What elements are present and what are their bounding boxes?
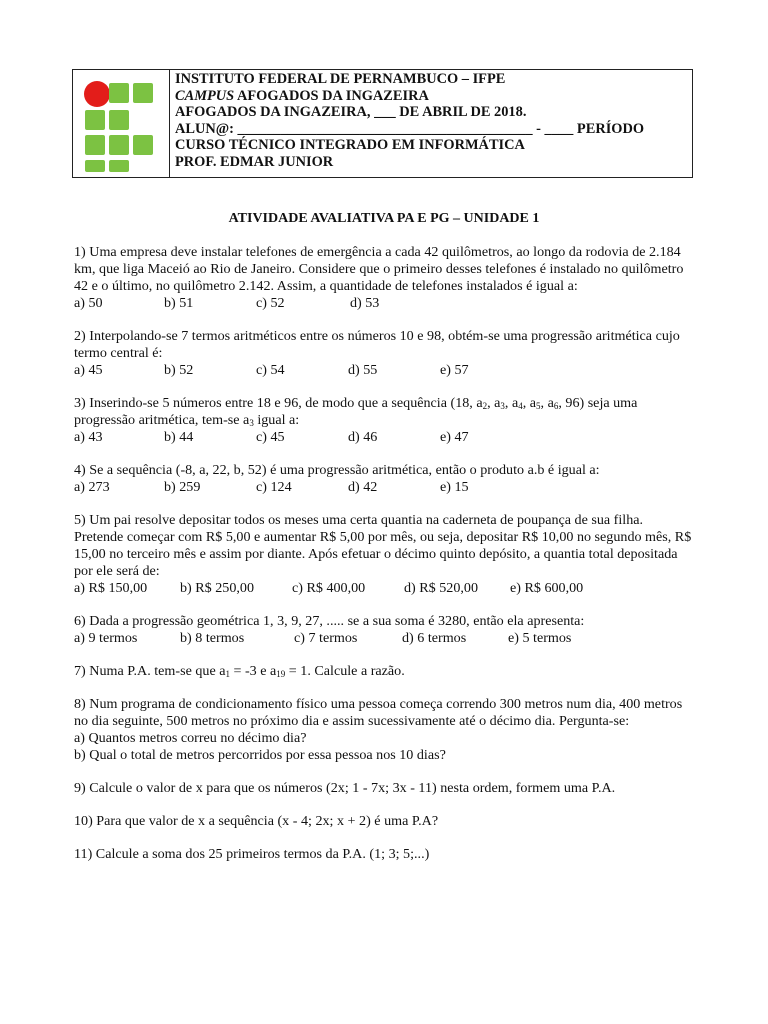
question-3: [74, 395, 694, 446]
subscript: 6: [553, 401, 559, 411]
question-text: [74, 663, 694, 680]
logo-square: [109, 83, 129, 103]
header-box: [72, 69, 693, 178]
question-10: [74, 813, 694, 830]
question-2: [74, 328, 694, 379]
subscript: 5: [536, 401, 541, 411]
header-text: [170, 70, 644, 177]
option-e: e) R$ 600,00: [510, 580, 584, 596]
teacher-line: PROF. EDMAR JUNIOR: [175, 153, 334, 170]
option-c: c) 54: [256, 362, 285, 378]
text-part: , a: [540, 395, 554, 411]
logo-red-dot: [84, 81, 110, 107]
question-7: [74, 663, 694, 680]
option-a: a) 45: [74, 362, 103, 378]
option-d: d) 42: [348, 479, 378, 495]
text-part: = -3 e a: [229, 663, 277, 679]
question-text: 8) Num programa de condicionamento físico uma pessoa começa correndo 300 metros num dia, 400 metros no dia seguinte, 500 metros no próximo dia e assim sucessivamente até o décimo dia. Pergunta-se:: [74, 696, 683, 729]
question-text: 2) Interpolando-se 7 termos aritméticos entre os números 10 e 98, obtém-se uma progressão aritmética cujo termo central é:: [74, 328, 680, 361]
option-d: d) 46: [348, 429, 378, 445]
option-e: e) 5 termos: [508, 630, 572, 646]
option-b: b) R$ 250,00: [180, 580, 254, 596]
text-part: , a: [522, 395, 537, 411]
campus-word: CAMPUS: [175, 87, 235, 104]
logo-square: [109, 135, 129, 155]
logo-square: [85, 110, 105, 130]
question-5: [74, 512, 694, 597]
questions: [74, 244, 694, 879]
option-c: c) 7 termos: [294, 630, 358, 646]
options: [74, 630, 694, 647]
option-d: d) 53: [350, 295, 380, 311]
subscript: 4: [518, 401, 523, 411]
text-part: , 96) seja uma progressão aritmética, tem-se a: [74, 395, 638, 428]
text-part: 3) Inserindo-se 5 números entre 18 e 96, de modo que a sequência (18, a: [74, 395, 483, 411]
option-e: e) 15: [440, 479, 469, 495]
question-text: 4) Se a sequência (-8, a, 22, b, 52) é uma progressão aritmética, então o produto a.b é igual a:: [74, 462, 600, 478]
question-4: [74, 462, 694, 496]
option-b: b) 8 termos: [180, 630, 245, 646]
subscript: 3: [249, 418, 254, 428]
ifpe-logo: [73, 70, 170, 177]
logo-square: [109, 110, 129, 130]
option-b: b) 259: [164, 479, 201, 495]
course-line: CURSO TÉCNICO INTEGRADO EM INFORMÁTICA: [175, 137, 525, 154]
option-d: d) 6 termos: [402, 630, 467, 646]
campus-line: [175, 88, 644, 105]
option-c: c) 52: [256, 295, 285, 311]
option-a: a) R$ 150,00: [74, 580, 148, 596]
option-a: a) 43: [74, 429, 103, 445]
subscript: 3: [500, 401, 505, 411]
text-part: , a: [504, 395, 519, 411]
subscript: 2: [482, 401, 488, 411]
option-e: e) 47: [440, 429, 469, 445]
option-c: c) 45: [256, 429, 285, 445]
logo-square: [85, 135, 105, 155]
sub-question-b: b) Qual o total de metros percorridos por essa pessoa nos 10 dias?: [74, 747, 446, 763]
options: [74, 362, 694, 379]
subscript: 19: [276, 669, 286, 679]
logo-square: [109, 160, 129, 172]
sub-question-a: a) Quantos metros correu no décimo dia?: [74, 730, 307, 746]
question-text: [74, 395, 694, 429]
option-b: b) 52: [164, 362, 194, 378]
option-c: c) R$ 400,00: [292, 580, 366, 596]
page-title: ATIVIDADE AVALIATIVA PA E PG – UNIDADE 1: [228, 211, 540, 226]
text-part: 7) Numa P.A. tem-se que a: [74, 663, 226, 679]
text-part: , a: [487, 395, 501, 411]
options: [74, 295, 694, 312]
option-b: b) 51: [164, 295, 194, 311]
option-a: a) 50: [74, 295, 103, 311]
subscript: 1: [225, 669, 230, 679]
question-text: 1) Uma empresa deve instalar telefones de emergência a cada 42 quilômetros, ao longo da rodovia de 2.184 km, que liga Maceió ao Rio de Janeiro. Considere que o primeiro desses telefones é instalado no quilômetro 42 e o último, no quilômetro 2.142. Assim, a quantidade de telefones instalados é igual a:: [74, 244, 684, 294]
question-8: [74, 696, 694, 764]
logo-square: [85, 160, 105, 172]
option-b: b) 44: [164, 429, 194, 445]
option-a: a) 9 termos: [74, 630, 138, 646]
question-text: 11) Calcule a soma dos 25 primeiros termos da P.A. (1; 3; 5;...): [74, 846, 430, 862]
text-part: igual a:: [253, 412, 300, 428]
option-d: d) R$ 520,00: [404, 580, 478, 596]
option-d: d) 55: [348, 362, 378, 378]
student-line: ALUN@: _________________________________________ - ____ PERÍODO: [175, 120, 645, 137]
date-line: AFOGADOS DA INGAZEIRA, ___ DE ABRIL DE 2018.: [175, 104, 527, 121]
option-a: a) 273: [74, 479, 110, 495]
question-9: [74, 780, 694, 797]
options: [74, 580, 694, 597]
logo-square: [133, 135, 153, 155]
question-text: 5) Um pai resolve depositar todos os meses uma certa quantia na caderneta de poupança de sua filha. Pretende começar com R$ 5,00 e aumentar R$ 5,00 por mês, ou seja, depositar R$ 10,00 no segundo mês, R$ 15,00 no terceiro mês e assim por diante. Após efetuar o décimo quinto depósito, a quantia total depositada por ele será de:: [74, 512, 692, 579]
campus-name: AFOGADOS DA INGAZEIRA: [234, 87, 429, 104]
question-6: [74, 613, 694, 647]
question-text: 9) Calcule o valor de x para que os números (2x; 1 - 7x; 3x - 11) nesta ordem, formem uma P.A.: [74, 780, 616, 796]
options: [74, 429, 694, 446]
option-c: c) 124: [256, 479, 292, 495]
question-text: 10) Para que valor de x a sequência (x - 4; 2x; x + 2) é uma P.A?: [74, 813, 439, 829]
option-e: e) 57: [440, 362, 469, 378]
options: [74, 479, 694, 496]
question-11: [74, 846, 694, 863]
logo-square: [133, 83, 153, 103]
institution-name: INSTITUTO FEDERAL DE PERNAMBUCO – IFPE: [175, 71, 506, 87]
question-1: [74, 244, 694, 312]
text-part: = 1. Calcule a razão.: [285, 663, 405, 679]
question-text: 6) Dada a progressão geométrica 1, 3, 9, 27, ..... se a sua soma é 3280, então ela apresenta:: [74, 613, 585, 629]
